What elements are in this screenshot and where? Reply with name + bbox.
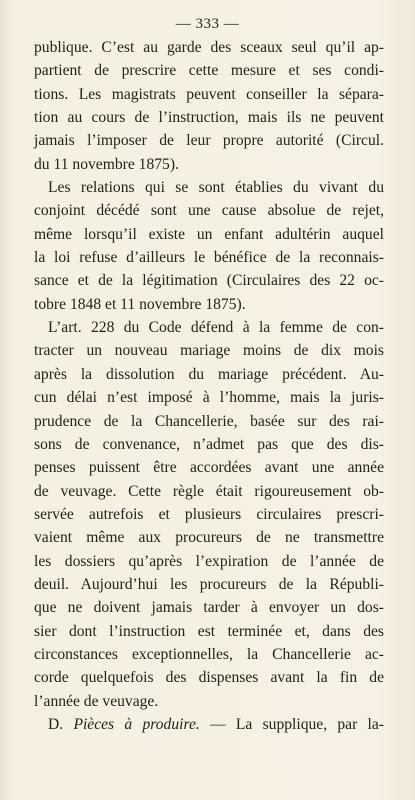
text-line: que ne doivent jamais tarder à envoyer un dos-	[34, 599, 384, 617]
text-line: tobre 1848 et 11 novembre 1875).	[34, 295, 246, 313]
text-line: servée autrefois et plusieurs circulaires prescri-	[34, 505, 384, 523]
section-heading-line	[34, 713, 384, 736]
text-line: tracter un nouveau mariage moins de dix mois	[34, 342, 384, 360]
text-line: de veuvage. Cette règle était rigoureusement ob-	[34, 482, 384, 500]
text-line: vaient même aux procureurs de ne transmettre	[34, 529, 384, 547]
page-number-header: — 333 —	[175, 16, 240, 32]
text-line: du 11 novembre 1875).	[34, 155, 179, 173]
text-line: Les relations qui se sont établies du vivant du	[48, 179, 384, 197]
text-line: les dossiers qu’après l’expiration de l’année de	[34, 552, 384, 570]
section-title: Pièces à produire.	[73, 715, 200, 733]
text-line: cun délai n’est imposé à l’homme, mais la juris-	[34, 389, 384, 407]
text-line: penses puissent être accordées avant une année	[34, 459, 384, 477]
text-line: partient de prescrire cette mesure et ses condi-	[34, 62, 384, 80]
text-line: l’année de veuvage.	[34, 692, 159, 710]
text-line: L’art. 228 du Code défend à la femme de con-	[48, 319, 384, 337]
text-line: deuil. Aujourd’hui les procureurs de la Républi-	[34, 575, 384, 593]
text-line: jamais l’imposer de leur propre autorité (Circul.	[34, 132, 384, 150]
text-line: tion au cours de l’instruction, mais ils ne peuvent	[34, 109, 384, 127]
body-text	[34, 36, 384, 736]
text-line: après la dissolution du mariage précédent. Au-	[34, 365, 384, 383]
text-line: sons de convenance, n’admet pas que des dis-	[34, 435, 384, 453]
text-line: même lorsqu’il existe un enfant adultérin auquel	[34, 225, 384, 243]
section-text: — La supplique, par la-	[199, 715, 384, 733]
text-line: circonstances exceptionnelles, la Chancellerie ac-	[34, 645, 384, 663]
text-line: conjoint décédé sont une cause absolue de rejet,	[34, 202, 384, 220]
text-line: la loi refuse d’ailleurs le bénéfice de la reconnais-	[34, 249, 384, 267]
text-line: tions. Les magistrats peuvent conseiller la sépara-	[34, 85, 384, 103]
text-line: sance et de la légitimation (Circulaires des 22 oc-	[34, 272, 384, 290]
text-line: corde quelquefois des dispenses avant la fin de	[34, 669, 384, 687]
section-label: D.	[48, 715, 64, 733]
text-line: publique. C’est au garde des sceaux seul qu’il ap-	[34, 39, 384, 56]
text-line: sier dont l’instruction est terminée et, dans des	[34, 622, 384, 640]
text-line: prudence de la Chancellerie, basée sur des rai-	[34, 412, 384, 430]
